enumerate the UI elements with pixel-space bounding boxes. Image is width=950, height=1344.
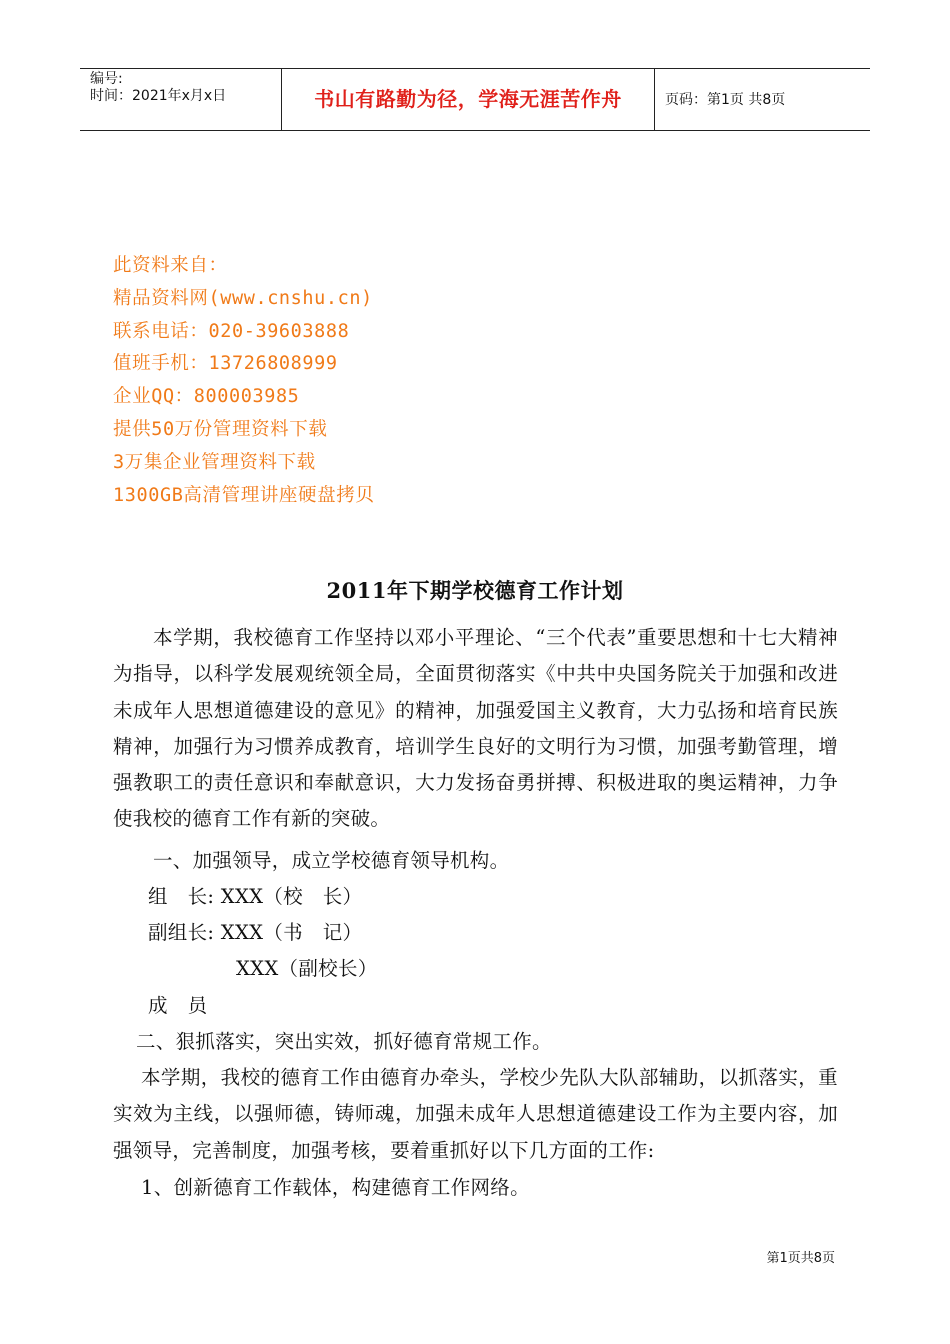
org-members: 成 员 xyxy=(148,994,208,1017)
ad-line: 企业QQ：800003985 xyxy=(113,386,300,408)
section-heading-2: 二、狠抓落实，突出实效，抓好德育常规工作。 xyxy=(136,1030,552,1053)
ad-line: 提供50万份管理资料下载 xyxy=(113,418,328,440)
ad-line: 此资料来自： xyxy=(113,255,228,276)
ad-line: 联系电话：020-39603888 xyxy=(113,320,350,342)
org-deputy: 副组长: XXX（书 记） xyxy=(148,921,363,944)
list-item: 1、创新德育工作载体，构建德育工作网络。 xyxy=(141,1176,530,1199)
section-heading-1: 一、加强领导，成立学校德育领导机构。 xyxy=(153,849,510,872)
page-footer: 第1页共8页 xyxy=(766,1251,835,1266)
header-motto: 书山有路勤为径，学海无涯苦作舟 xyxy=(314,87,622,111)
page-header xyxy=(80,68,870,131)
ad-line: 精品资料网(www.cnshu.cn) xyxy=(113,287,373,309)
header-meta xyxy=(90,71,226,105)
source-info-block xyxy=(113,250,374,512)
header-page-label: 页码：第1页 共8页 xyxy=(665,92,786,108)
time-label: 时间：2021年x月x日 xyxy=(90,88,227,104)
ad-line: 值班手机：13726808999 xyxy=(113,353,338,375)
ad-line: 3万集企业管理资料下载 xyxy=(113,451,316,473)
org-leader: 组 长: XXX（校 长） xyxy=(148,885,363,908)
org-deputy: XXX（副校长） xyxy=(236,957,378,980)
number-label: 编号: xyxy=(90,71,123,87)
intro-paragraph: 本学期，我校德育工作坚持以邓小平理论、“三个代表”重要思想和十七大精神为指导，以科学发展观统领全局，全面贯彻落实《中共中央国务院关于加强和改进未成年人思想道德建设的意见》的精神，加强爱国主义教育，大力弘扬和培育民族精神，加强行为习惯养成教育，培训学生良好的文明行为习惯，加强考勤管理，增强教职工的责任意识和奉献意识，大力发扬奋勇拼搏、积极进取的奥运精神，力争使我校的德育工作有新的突破。 xyxy=(113,626,838,831)
header-divider xyxy=(654,69,655,130)
document-title: 2011年下期学校德育工作计划 xyxy=(326,578,624,603)
ad-line: 1300GB高清管理讲座硬盘拷贝 xyxy=(113,484,375,506)
section2-paragraph: 本学期，我校的德育工作由德育办牵头，学校少先队大队部辅助，以抓落实，重实效为主线，以强师德，铸师魂，加强未成年人思想道德建设工作为主要内容，加强领导，完善制度，加强考核，要着重抓好以下几方面的工作: xyxy=(113,1066,838,1162)
